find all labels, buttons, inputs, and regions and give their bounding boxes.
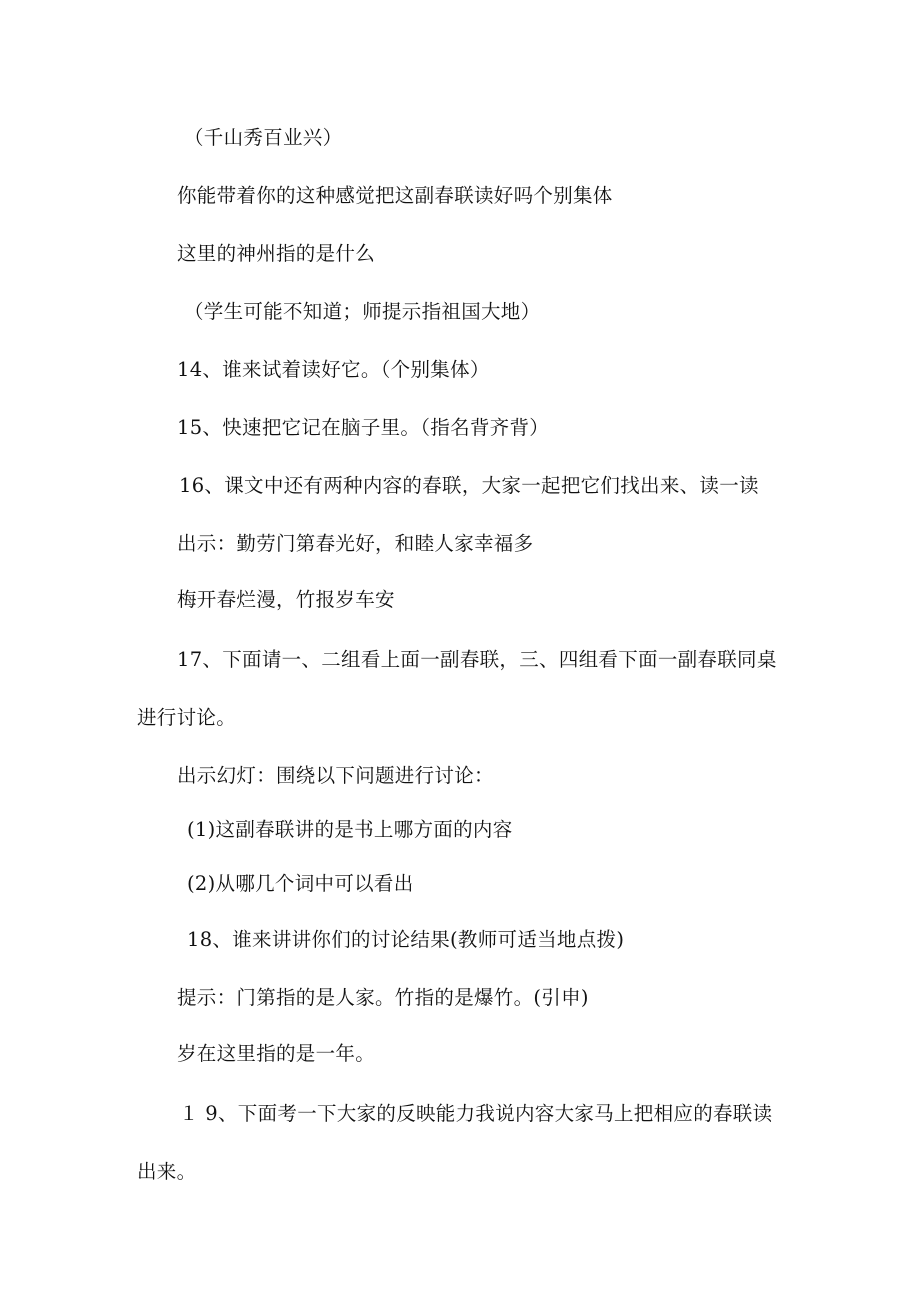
text-line: 出来。 <box>137 1160 197 1183</box>
text-line: １ 9、下面考一下大家的反映能力我说内容大家马上把相应的春联读 <box>179 1102 773 1125</box>
text-line: (1)这副春联讲的是书上哪方面的内容 <box>187 818 513 841</box>
text-line: (2)从哪几个词中可以看出 <box>187 872 414 895</box>
text-line: 提示：门第指的是人家。竹指的是爆竹。(引申) <box>177 986 589 1009</box>
text-line: （学生可能不知道；师提示指祖国大地） <box>184 300 541 323</box>
text-line: 岁在这里指的是一年。 <box>177 1042 376 1065</box>
text-line: 15、快速把它记在脑子里。（指名背齐背） <box>177 416 550 439</box>
text-line: 你能带着你的这种感觉把这副春联读好吗个别集体 <box>177 184 613 207</box>
text-line: 16、课文中还有两种内容的春联，大家一起把它们找出来、读一读 <box>179 474 759 497</box>
text-line: 这里的神州指的是什么 <box>177 242 376 265</box>
text-line: 14、谁来试着读好它。（个别集体） <box>177 358 490 381</box>
text-line: 出示幻灯：围绕以下问题进行讨论： <box>177 764 494 787</box>
text-line: 17、下面请一、二组看上面一副春联，三、四组看下面一副春联同桌 <box>177 648 777 671</box>
text-line: 进行讨论。 <box>137 706 237 729</box>
text-line: （千山秀百业兴） <box>184 126 343 149</box>
text-line: 出示：勤劳门第春光好，和睦人家幸福多 <box>177 532 534 555</box>
text-line: 梅开春烂漫，竹报岁车安 <box>177 588 395 611</box>
text-line: 18、谁来讲讲你们的讨论结果(教师可适当地点拨) <box>187 928 625 951</box>
